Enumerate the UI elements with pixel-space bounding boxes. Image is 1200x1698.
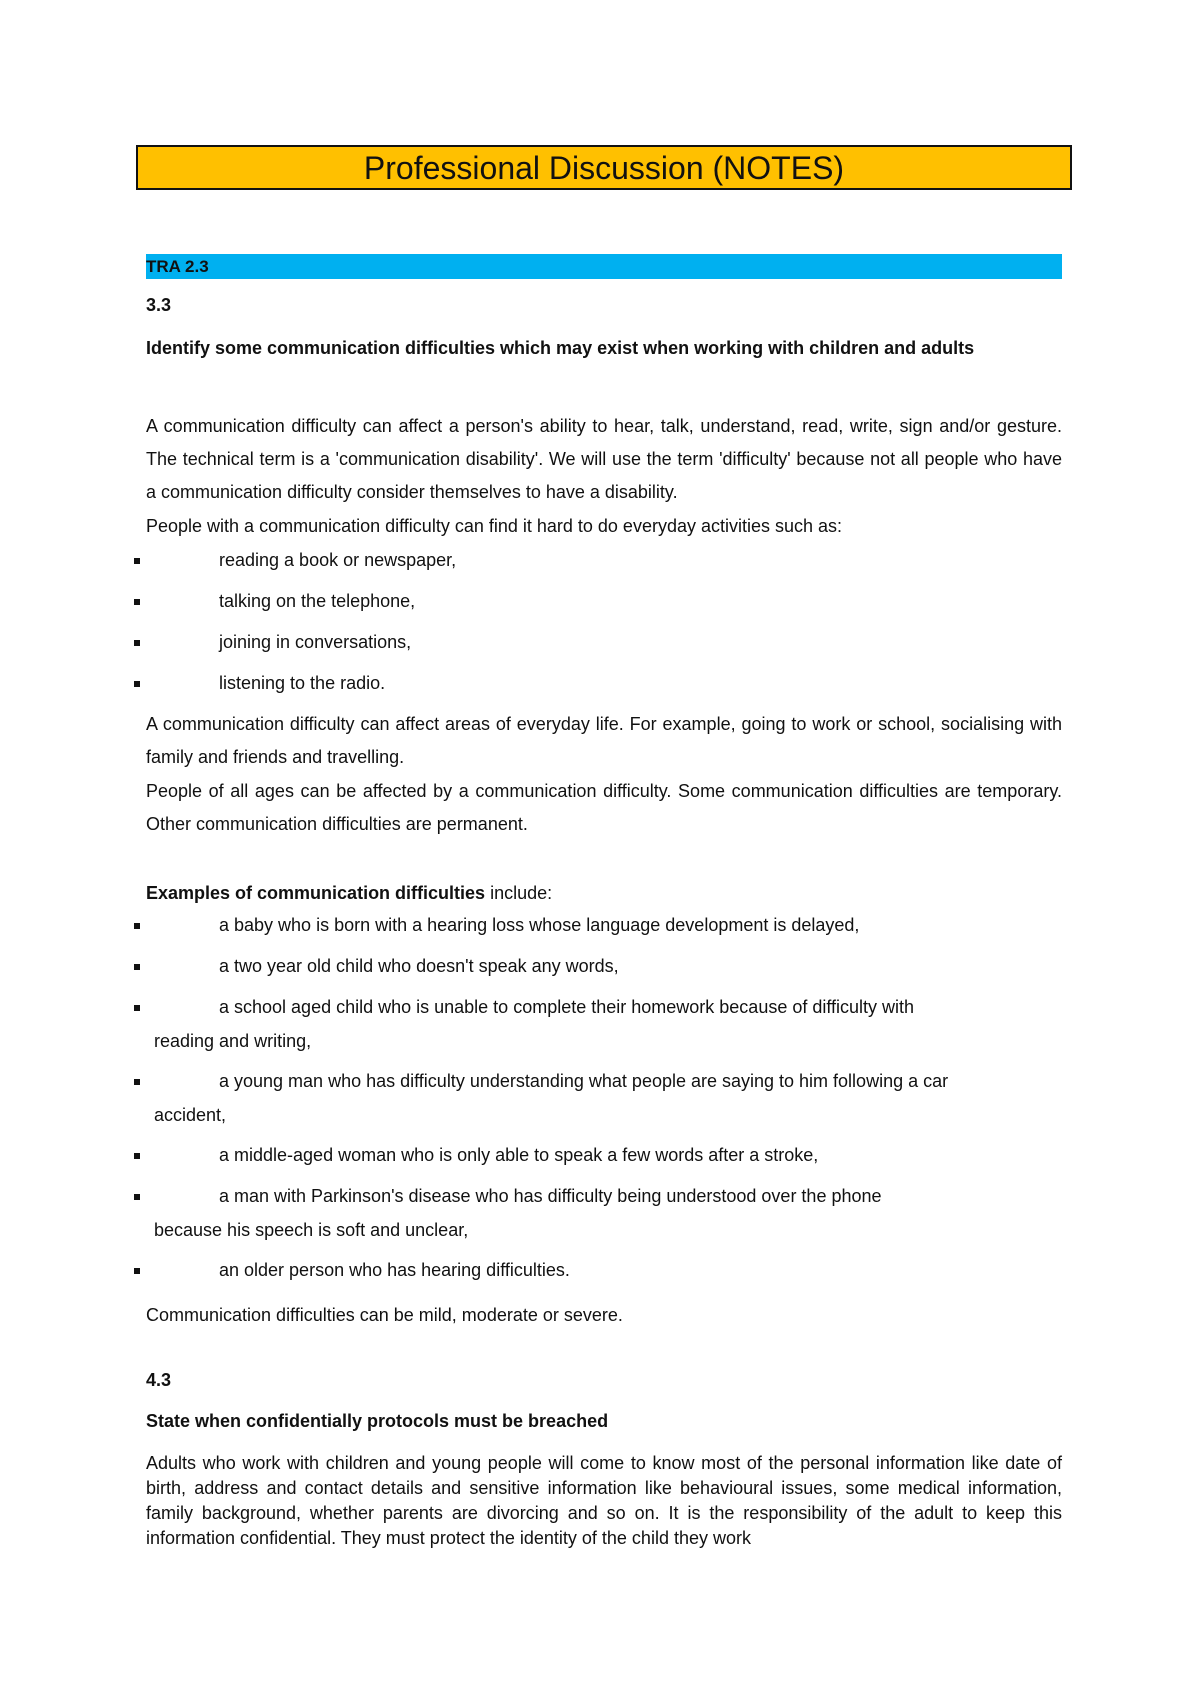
square-bullet-icon	[134, 1005, 140, 1011]
paragraph-everyday-activities-intro: People with a communication difficulty can find it hard to do everyday activities such as:	[146, 516, 843, 536]
examples-list	[130, 908, 1046, 1294]
list-item: listening to the radio.	[130, 666, 1046, 707]
examples-heading	[146, 877, 1062, 910]
activities-list	[130, 543, 1046, 707]
page-title: Professional Discussion (NOTES)	[136, 145, 1072, 190]
list-item: reading a book or newspaper,	[130, 543, 1046, 584]
square-bullet-icon	[134, 1079, 140, 1085]
paragraph-confidentiality: Adults who work with children and young people will come to know most of the personal information like date of birth, address and contact details and sensitive information like behavioural issues, some medical information, family background, whether parents are divorcing and so on. It is the responsibility of the adult to keep this information confidential. They must protect the identity of the child they work	[146, 1453, 1062, 1548]
list-item: talking on the telephone,	[130, 584, 1046, 625]
list-item: a middle-aged woman who is only able to speak a few words after a stroke,	[130, 1138, 1046, 1179]
examples-heading-bold: Examples of communication difficulties	[146, 883, 486, 903]
square-bullet-icon	[134, 1194, 140, 1200]
question-number-4-3: 4.3	[146, 1370, 172, 1390]
square-bullet-icon	[134, 558, 140, 564]
paragraph-all-ages: People of all ages can be affected by a communication difficulty. Some communication difficulties are temporary. Other communication difficulties are permanent.	[146, 781, 1062, 834]
question-number-3-3: 3.3	[146, 295, 172, 315]
square-bullet-icon	[134, 1153, 140, 1159]
paragraph-severity: Communication difficulties can be mild, moderate or severe.	[146, 1305, 623, 1325]
section-banner-tra: TRA 2.3	[146, 254, 1062, 279]
square-bullet-icon	[134, 599, 140, 605]
list-item: a school aged child who is unable to complete their homework because of difficulty with reading and writing,	[130, 990, 1046, 1064]
paragraph-communication-difficulty-definition: A communication difficulty can affect a person's ability to hear, talk, understand, read, write, sign and/or gesture. The technical term is a 'communication disability'. We will use the term 'difficulty' because not all people who have a communication difficulty consider themselves to have a disability.	[146, 416, 1062, 502]
list-item: a two year old child who doesn't speak any words,	[130, 949, 1046, 990]
square-bullet-icon	[134, 1268, 140, 1274]
question-heading-4-3: State when confidentially protocols must be breached	[146, 1411, 609, 1431]
square-bullet-icon	[134, 640, 140, 646]
examples-heading-rest: include:	[485, 883, 553, 903]
list-item: joining in conversations,	[130, 625, 1046, 666]
list-item: an older person who has hearing difficulties.	[130, 1253, 1046, 1294]
paragraph-everyday-life: A communication difficulty can affect areas of everyday life. For example, going to work or school, socialising with family and friends and travelling.	[146, 714, 1062, 767]
list-item: a man with Parkinson's disease who has difficulty being understood over the phone because his speech is soft and unclear,	[130, 1179, 1046, 1253]
question-heading-3-3: Identify some communication difficulties which may exist when working with children and adults	[146, 338, 975, 358]
square-bullet-icon	[134, 964, 140, 970]
square-bullet-icon	[134, 681, 140, 687]
square-bullet-icon	[134, 923, 140, 929]
list-item: a young man who has difficulty understanding what people are saying to him following a car accident,	[130, 1064, 1046, 1138]
list-item: a baby who is born with a hearing loss whose language development is delayed,	[130, 908, 1046, 949]
